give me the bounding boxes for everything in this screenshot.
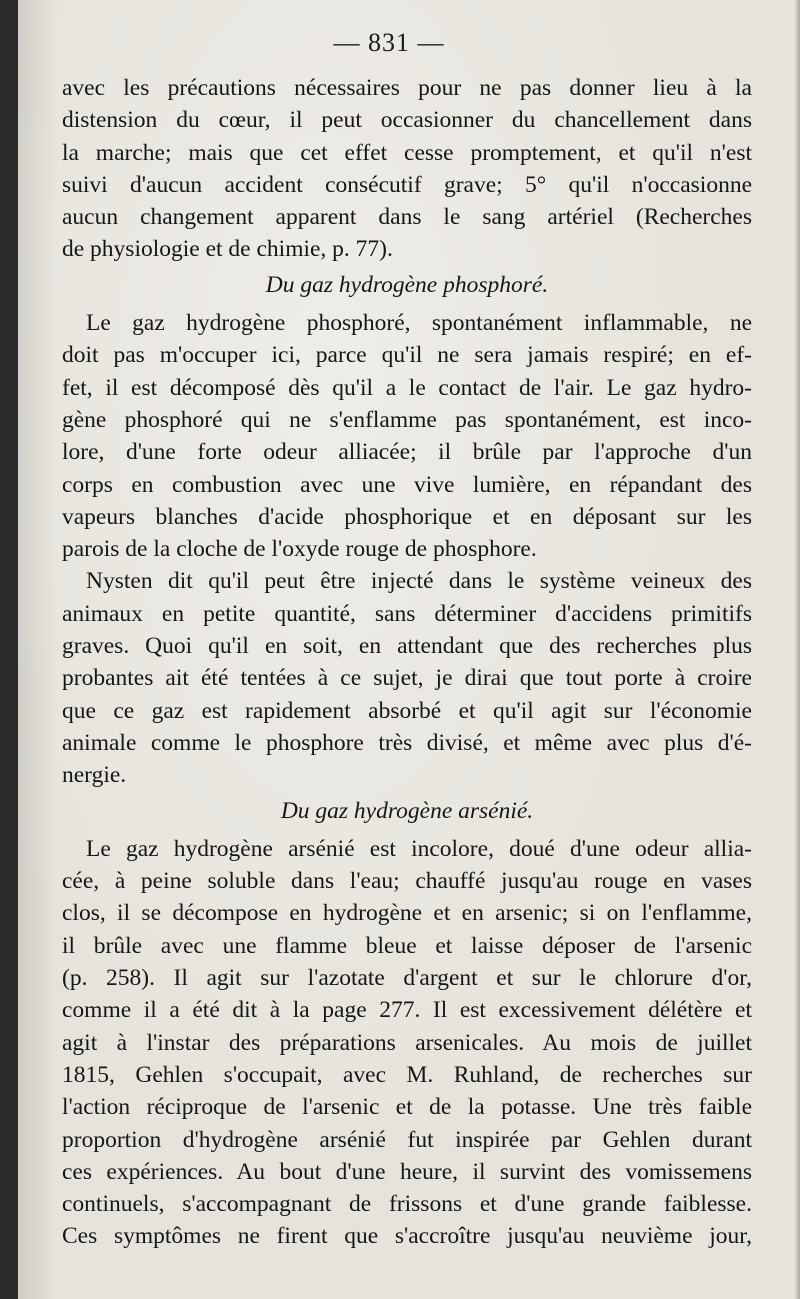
book-page: [18, 0, 800, 1299]
paragraph-1: [62, 72, 752, 266]
text-line: distension du cœur, il peut occasionner du chancellement dans: [62, 107, 752, 134]
text-line: l'action réciproque de l'arsenic et de la potasse. Une très faible: [62, 1094, 752, 1121]
text-line: Ces symptômes ne firent que s'accroître jusqu'au neuvième jour,: [62, 1223, 752, 1250]
text-line: comme il a été dit à la page 277. Il est excessivement délétère et: [62, 997, 752, 1024]
text-line: avec les précautions nécessaires pour ne pas donner lieu à la: [62, 75, 752, 101]
text-line: cée, à peine soluble dans l'eau; chauffé jusqu'au rouge en vases: [62, 868, 752, 895]
text-line: aucun changement apparent dans le sang artériel (Recherches: [62, 204, 752, 231]
text-line: parois de la cloche de l'oxyde rouge de phosphore.: [62, 536, 537, 563]
text-line: Nysten dit qu'il peut être injecté dans le système veineux des: [86, 568, 752, 595]
text-line: fet, il est décomposé dès qu'il a le contact de l'air. Le gaz hydro-: [62, 374, 752, 401]
text-line: de physiologie et de chimie, p. 77).: [62, 236, 393, 263]
text-line: agit à l'instar des préparations arsenicales. Au mois de juillet: [62, 1029, 752, 1056]
text-line: probantes ait été tentées à ce sujet, je dirai que tout porte à croire: [62, 665, 752, 692]
section-heading-arsenie: Du gaz hydrogène arsénié.: [280, 797, 534, 824]
text-line: doit pas m'occuper ici, parce qu'il ne sera jamais respiré; en ef-: [62, 342, 752, 369]
paragraph-2: [62, 307, 752, 565]
text-line: proportion d'hydrogène arsénié fut inspirée par Gehlen durant: [62, 1126, 752, 1153]
text-line: ces expériences. Au bout d'une heure, il survint des vomissemens: [62, 1158, 752, 1185]
text-line: lore, d'une forte odeur alliacée; il brûle par l'approche d'un: [62, 439, 752, 466]
text-line: 1815, Gehlen s'occupait, avec M. Ruhland, de recherches sur: [62, 1061, 752, 1088]
text-line: gène phosphoré qui ne s'enflamme pas spontanément, est inco-: [62, 406, 752, 433]
text-line: animaux en petite quantité, sans déterminer d'accidens primitifs: [62, 600, 752, 627]
text-line: il brûle avec une flamme bleue et laisse déposer de l'arsenic: [62, 932, 752, 959]
text-line: nergie.: [62, 762, 127, 789]
text-line: corps en combustion avec une vive lumière, en répandant des: [62, 471, 752, 498]
paragraph-3: [62, 565, 752, 791]
section-heading-phosphore: Du gaz hydrogène phosphoré.: [265, 271, 549, 298]
text-line: vapeurs blanches d'acide phosphorique et en déposant sur les: [62, 503, 752, 530]
text-line: continuels, s'accompagnant de frissons et d'une grande faiblesse.: [62, 1191, 752, 1218]
page-number: — 831 —: [333, 28, 445, 57]
text-line: suivi d'aucun accident consécutif grave; 5° qu'il n'occasionne: [62, 171, 752, 198]
text-line: clos, il se décompose en hydrogène et en arsenic; si on l'enflamme,: [62, 900, 752, 927]
page-text: [62, 72, 752, 1253]
paragraph-4: [62, 833, 752, 1253]
text-line: (p. 258). Il agit sur l'azotate d'argent et sur le chlorure d'or,: [62, 965, 752, 992]
text-line: graves. Quoi qu'il en soit, en attendant que des recherches plus: [62, 633, 752, 660]
text-line: Le gaz hydrogène arsénié est incolore, doué d'une odeur allia-: [86, 835, 752, 862]
text-line: que ce gaz est rapidement absorbé et qu'il agit sur l'économie: [62, 697, 752, 724]
text-line: la marche; mais que cet effet cesse promptement, et qu'il n'est: [62, 139, 752, 166]
page-edge-shadow: [794, 0, 800, 1299]
text-line: animale comme le phosphore très divisé, et même avec plus d'é-: [62, 729, 752, 756]
text-line: Le gaz hydrogène phosphoré, spontanément inflammable, ne: [86, 310, 752, 337]
